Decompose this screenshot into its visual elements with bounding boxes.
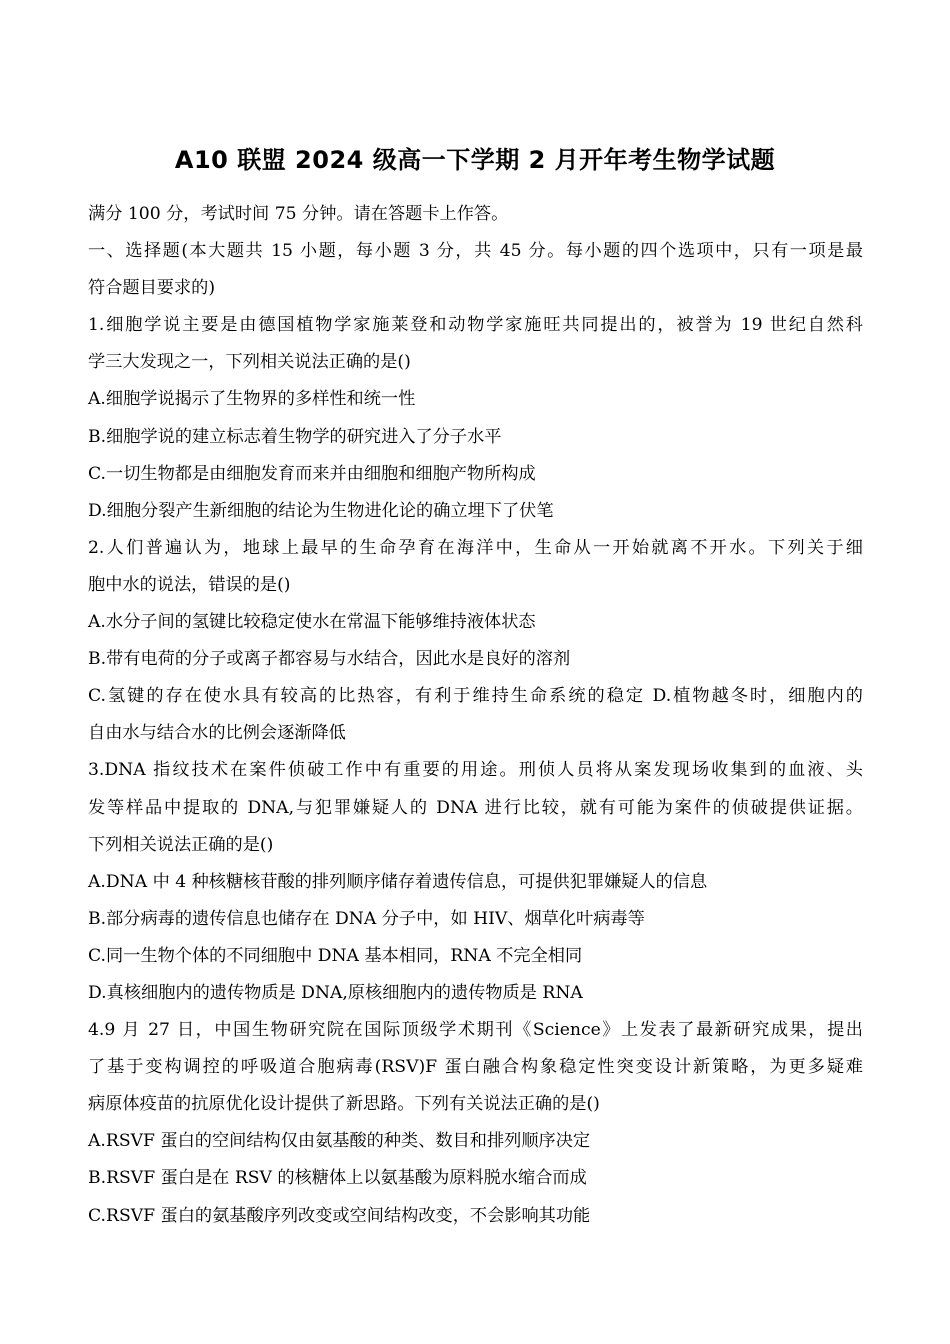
text-line: 自由水与结合水的比例会逐渐降低 bbox=[88, 723, 346, 744]
text-line: B.RSVF 蛋白是在 RSV 的核糖体上以氨基酸为原料脱水缩合而成 bbox=[88, 1168, 587, 1189]
text-line: 符合题目要求的) bbox=[88, 278, 216, 299]
text-line: 发等样品中提取的 DNA,与犯罪嫌疑人的 DNA 进行比较，就有可能为案件的侦破提供证据。 bbox=[88, 797, 863, 818]
text-line: C.同一生物个体的不同细胞中 DNA 基本相同，RNA 不完全相同 bbox=[88, 945, 583, 966]
text-line: 1.细胞学说主要是由德国植物学家施莱登和动物学家施旺共同提出的，被誉为 19 世纪自然科 bbox=[88, 315, 863, 336]
document-body bbox=[88, 196, 863, 1235]
text-line: 4.9 月 27 日，中国生物研究院在国际顶级学术期刊《Science》上发表了最新研究成果，提出 bbox=[88, 1020, 863, 1041]
text-line: A.RSVF 蛋白的空间结构仅由氨基酸的种类、数目和排列顺序决定 bbox=[88, 1131, 591, 1152]
text-line: B.细胞学说的建立标志着生物学的研究进入了分子水平 bbox=[88, 426, 502, 447]
page-title: A10 联盟 2024 级高一下学期 2 月开年考生物学试题 bbox=[174, 146, 776, 174]
text-line: A.水分子间的氢键比较稳定使水在常温下能够维持液体状态 bbox=[88, 612, 536, 633]
text-line: D.细胞分裂产生新细胞的结论为生物进化论的确立埋下了伏笔 bbox=[88, 500, 554, 521]
text-line: A.DNA 中 4 种核糖核苷酸的排列顺序储存着遗传信息，可提供犯罪嫌疑人的信息 bbox=[88, 871, 708, 892]
text-line: B.带有电荷的分子或离子都容易与水结合，因此水是良好的溶剂 bbox=[88, 649, 571, 670]
text-line: D.真核细胞内的遗传物质是 DNA,原核细胞内的遗传物质是 RNA bbox=[88, 982, 583, 1003]
text-line: C.一切生物都是由细胞发育而来并由细胞和细胞产物所构成 bbox=[88, 463, 536, 484]
text-line: 3.DNA 指纹技术在案件侦破工作中有重要的用途。刑侦人员将从案发现场收集到的血液、头 bbox=[88, 760, 863, 781]
text-line: 2.人们普遍认为，地球上最早的生命孕育在海洋中，生命从一开始就离不开水。下列关于细 bbox=[88, 537, 863, 558]
text-line: A.细胞学说揭示了生物界的多样性和统一性 bbox=[88, 389, 416, 410]
text-line: B.部分病毒的遗传信息也储存在 DNA 分子中，如 HIV、烟草化叶病毒等 bbox=[88, 908, 645, 929]
text-line: 了基于变构调控的呼吸道合胞病毒(RSV)F 蛋白融合构象稳定性突变设计新策略，为更多疑难 bbox=[88, 1057, 863, 1078]
text-line: C.RSVF 蛋白的氨基酸序列改变或空间结构改变，不会影响其功能 bbox=[88, 1205, 591, 1226]
text-line: 下列相关说法正确的是() bbox=[88, 834, 274, 855]
text-line: 学三大发现之一，下列相关说法正确的是() bbox=[88, 352, 411, 373]
text-line: 病原体疫苗的抗原优化设计提供了新思路。下列有关说法正确的是() bbox=[88, 1094, 600, 1115]
text-line: 胞中水的说法，错误的是() bbox=[88, 574, 291, 595]
text-line: C.氢键的存在使水具有较高的比热容，有利于维持生命系统的稳定 D.植物越冬时，细胞内的 bbox=[88, 686, 863, 707]
text-line: 满分 100 分，考试时间 75 分钟。请在答题卡上作答。 bbox=[88, 204, 509, 224]
text-line: 一、选择题(本大题共 15 小题，每小题 3 分，共 45 分。每小题的四个选项中，只有一项是最 bbox=[88, 241, 863, 262]
